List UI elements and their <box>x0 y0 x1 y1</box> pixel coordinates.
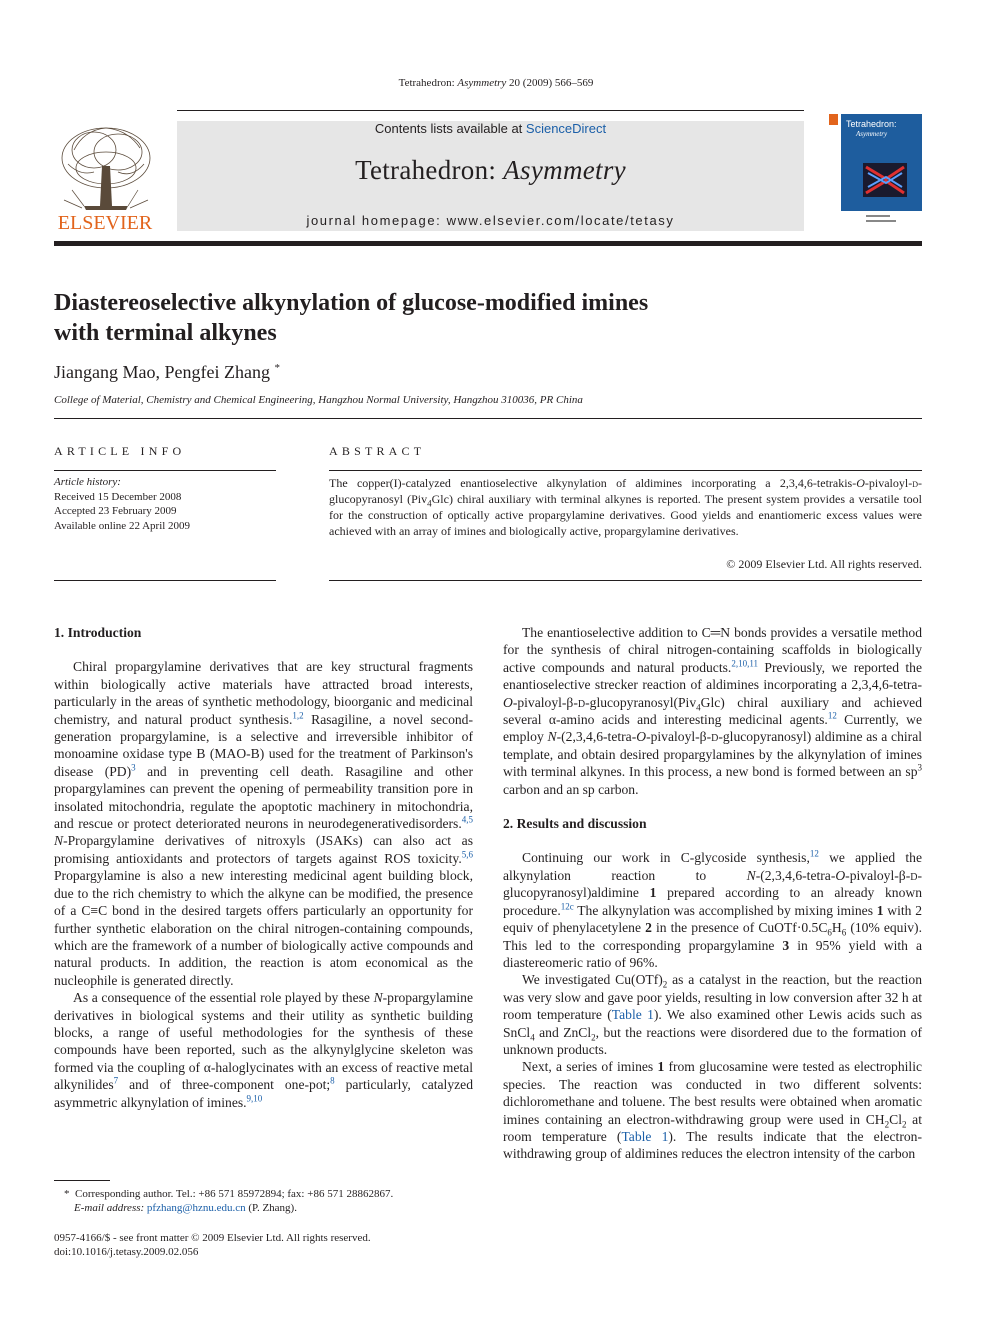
journal-citation <box>0 77 992 89</box>
sciencedirect-link[interactable]: ScienceDirect <box>525 121 607 136</box>
article-info-heading: ARTICLE INFO <box>54 444 186 458</box>
footnote-mark: * <box>64 1188 70 1200</box>
contents-line <box>177 121 804 136</box>
front-matter <box>54 1231 473 1259</box>
email-label: E-mail address: <box>74 1202 145 1214</box>
author-names: Jiangang Mao, Pengfei Zhang <box>54 362 270 382</box>
author-list <box>54 362 280 383</box>
footnote-contact: Corresponding author. Tel.: +86 571 85972894; fax: +86 571 28862867. <box>75 1188 394 1200</box>
abstract-rule-top <box>329 470 922 471</box>
header-thick-rule <box>54 241 922 246</box>
elsevier-tree-icon <box>54 120 157 232</box>
title-line-1: Diastereoselective alkynylation of glucose-modified imines <box>54 290 649 316</box>
abstract-text: The copper(I)-catalyzed enantioselective alkynylation of aldimines incorporating a 2,3,4,6-tetrakis-O-pivaloyl-d-glucopyranosyl (Piv$_4$Glc) chiral auxiliary with terminal alkynes is reported. The present system provides a versatile tool for the construction of optically active propargylamine derivatives. Good yields and enantiomeric excess values were achieved with an array of imines and biologically active, propargylamine derivatives. <box>329 476 922 538</box>
citation-prefix: Tetrahedron: <box>398 77 458 89</box>
abstract-rule-bottom <box>329 580 922 581</box>
footnote-rule <box>54 1180 110 1181</box>
footnote-email-line <box>54 1201 473 1215</box>
affiliation: College of Material, Chemistry and Chemical Engineering, Hangzhou Normal University, Hangzhou 310036, PR China <box>54 394 583 406</box>
cover-title: Tetrahedron: <box>846 119 897 129</box>
cover-subtitle: Asymmetry <box>856 130 888 138</box>
citation-journal: Asymmetry <box>457 77 507 89</box>
email-suffix: (P. Zhang). <box>245 1202 297 1214</box>
journal-name-italic: Asymmetry <box>503 155 626 185</box>
received-date: Received 15 December 2008 <box>54 490 182 503</box>
results-paragraph-3: Next, a series of imines 1 from glucosamine were tested as electrophilic species. The reaction was conducted in two different solvents: dichloromethane and toluene. The best results were obtained when aromatic imines containing an electron-withdrawing group were used in $CH_2Cl_2$ at room temperature (Table 1). The results indicate that the electron-withdrawing group of aldimines reduces the electron intensity of the carbon <box>503 1059 922 1162</box>
article-title <box>54 288 814 348</box>
doi-line[interactable]: doi:10.1016/j.tetasy.2009.02.056 <box>54 1246 199 1258</box>
corresponding-author-mark[interactable]: * <box>274 362 280 374</box>
title-line-2: with terminal alkynes <box>54 320 277 346</box>
footnote-corresponding <box>54 1187 473 1201</box>
intro-paragraph-2: As a consequence of the essential role played by these N-propargylamine derivatives in biological systems and their utility as synthetic building blocks, a range of useful methodologies for the synthesis of these compounds have been reported, such as the alkynylglycine skeleton was formed via the coupling of α-haloglycinates with an excess of reactive metal alkynilides$^7$ and of three-component one-pot;$^8$ particularly, catalyzed asymmetric alkynylation of imines.$^{9,10}$ <box>54 990 473 1110</box>
results-paragraph-1: Continuing our work in C-glycoside synthesis,$^{12}$ we applied the alkynylation reaction to N-(2,3,4,6-tetra-O-pivaloyl-β-d-glucopyranosyl)aldimine 1 prepared according to an already known procedure.$^{12c}$ The alkynylation was accomplished by mixing imines 1 with 2 equiv of phenylacetylene 2 in the presence of $CuOTf\cdot 0.5C_6H_6$ (10% equiv). This led to the corresponding propargylamine 3 in 95% yield with a diastereomeric ratio of 96%. <box>503 848 922 970</box>
accepted-date: Accepted 23 February 2009 <box>54 505 177 517</box>
journal-homepage[interactable]: journal homepage: www.elsevier.com/locate/tetasy <box>306 213 675 228</box>
article-info-rule-bottom <box>54 580 276 581</box>
article-info-rule-top <box>54 470 276 471</box>
results-heading: 2. Results and discussion <box>503 816 647 832</box>
citation-suffix: 20 (2009) 566–569 <box>506 77 594 89</box>
journal-name <box>177 155 804 186</box>
intro-paragraph-1: Chiral propargylamine derivatives that are key structural fragments within biologically active materials have attracted broad interests, particularly in the areas of synthetic methodology, bioorganic and medicinal chemistry, and natural product synthesis.$^{1,2}$ Rasagiline, a novel second-generation propargylamine, is a selective and irreversible inhibitor of monoamine oxidase type B (MAO-B) used for the treatment of Parkinson's disease (PD)$^3$ and in preventing cell death. Rasagiline and other propargylamines can prevent the opening of permeability transition pore in insolated mitochondria, regulate the apoptotic machinery in mitochondria, and rescue or protect deteriorated neurons in neurodegenerativedisorders.$^{4,5}$ N-Propargylamine derivatives of nitroxyls (JSAKs) can also act as promising antioxidants and protectors of targets against ROS toxicity.$^{5,6}$ Propargylamine is also a new interesting medicinal agent building block, due to the rich chemistry to which the alkyne can be modified, the presence of a C≡C bond in the desired targets offers particularly an opportunity for further synthetic elaboration on the chiral nitrogen-containing compounds, which are the framework of a number of biologically active compounds and natural products. In addition, the reaction is atom economical as the nucleophile is generated directly. <box>54 659 473 988</box>
introduction-heading: 1. Introduction <box>54 625 142 640</box>
intro-paragraph-3: The enantioselective addition to C═N bonds provides a versatile method for the synthesis of chiral nitrogen-containing scaffolds in biologically active compounds and natural products.$^{2,10,11}$ Previously, we reported the enantioselective strecker reaction of aldimines incorporating a 2,3,4,6-tetra-O-pivaloyl-β-d-glucopyranosyl(Piv$_4$Glc) chiral auxiliary and achieved several α-amino acids and interesting medicinal agents.$^{12}$ Currently, we employ N-(2,3,4,6-tetra-O-pivaloyl-β-d-glucopyranosyl) aldimine as a chiral template, and obtain desired propargylamines by the alkynylation of imines with terminal alkynes. In this process, a new bond is formed between an $sp^3$ carbon and an sp carbon. <box>503 625 922 797</box>
journal-cover-image <box>826 111 922 230</box>
history-label: Article history: <box>54 476 121 488</box>
abstract-heading: ABSTRACT <box>329 444 426 458</box>
elsevier-logo <box>54 120 157 232</box>
abstract-copyright: © 2009 Elsevier Ltd. All rights reserved. <box>726 557 922 571</box>
online-date: Available online 22 April 2009 <box>54 519 191 532</box>
email-link[interactable]: pfzhang@hznu.edu.cn <box>146 1202 246 1214</box>
article-history <box>54 475 276 533</box>
results-paragraph-2: We investigated $Cu(OTf)_2$ as a catalyst in the reaction, but the reaction was very slow and gave poor yields, resulting in low conversion after 32 h at room temperature (Table 1). We also examined other Lewis acids such as SnCl$_4$ and ZnCl$_2$, but the reactions were disordered due to the formation of unknown products. <box>503 972 922 1057</box>
cover-art-icon <box>826 111 922 230</box>
header-top-rule <box>177 110 804 111</box>
elsevier-wordmark: ELSEVIER <box>57 212 153 232</box>
corresponding-author-footnote <box>54 1187 473 1215</box>
contents-prefix: Contents lists available at <box>374 121 526 136</box>
title-rule <box>54 418 922 419</box>
issn-line: 0957-4166/$ - see front matter © 2009 Elsevier Ltd. All rights reserved. <box>54 1232 371 1244</box>
body-column-left <box>54 624 473 1111</box>
body-column-right <box>503 624 922 1163</box>
journal-name-plain: Tetrahedron: <box>355 155 504 185</box>
